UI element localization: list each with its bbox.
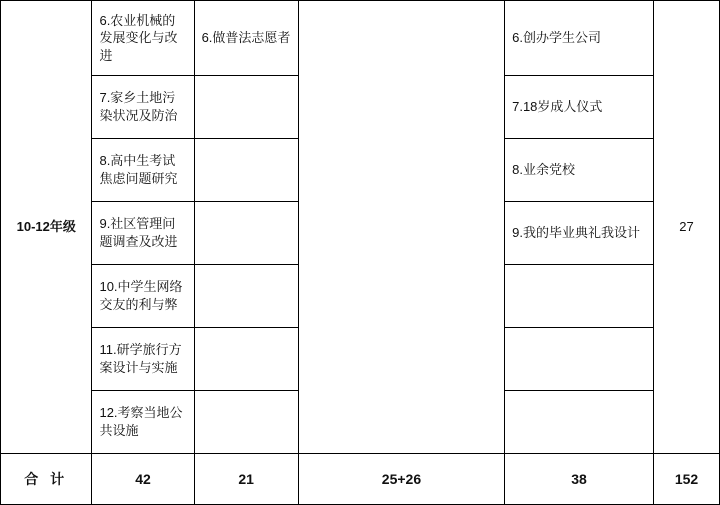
- activity-item-a-6: 11.研学旅行方案设计与实施: [92, 328, 194, 391]
- grade-label-cell: 10-12年级: [1, 1, 92, 454]
- activity-item-d-7: [505, 391, 654, 454]
- activity-item-a-4: 9.社区管理问题调查及改进: [92, 202, 194, 265]
- activity-item-b-3: [194, 139, 298, 202]
- activity-item-a-3: 8.高中生考试焦虑问题研究: [92, 139, 194, 202]
- activity-item-d-1: 6.创办学生公司: [505, 1, 654, 76]
- grade-total-cell: 27: [654, 1, 720, 454]
- activity-column-c-cell: [298, 1, 504, 454]
- activity-item-b-7: [194, 391, 298, 454]
- activity-item-d-4: 9.我的毕业典礼我设计: [505, 202, 654, 265]
- total-column-c: 25+26: [298, 454, 504, 505]
- total-grand: 152: [654, 454, 720, 505]
- activity-item-b-2: [194, 76, 298, 139]
- activity-item-b-6: [194, 328, 298, 391]
- activity-item-d-5: [505, 265, 654, 328]
- activity-item-a-1: 6.农业机械的发展变化与改进: [92, 1, 194, 76]
- total-column-d: 38: [505, 454, 654, 505]
- activity-item-a-2: 7.家乡土地污染状况及防治: [92, 76, 194, 139]
- activity-item-a-7: 12.考察当地公共设施: [92, 391, 194, 454]
- activity-item-b-1: 6.做普法志愿者: [194, 1, 298, 76]
- activity-item-d-3: 8.业余党校: [505, 139, 654, 202]
- table-row: [1, 1, 720, 76]
- activity-item-d-6: [505, 328, 654, 391]
- total-column-b: 21: [194, 454, 298, 505]
- total-column-a: 42: [92, 454, 194, 505]
- activity-item-a-5: 10.中学生网络交友的利与弊: [92, 265, 194, 328]
- activity-item-b-5: [194, 265, 298, 328]
- activity-item-b-4: [194, 202, 298, 265]
- total-label: 合 计: [1, 454, 92, 505]
- activity-item-d-2: 7.18岁成人仪式: [505, 76, 654, 139]
